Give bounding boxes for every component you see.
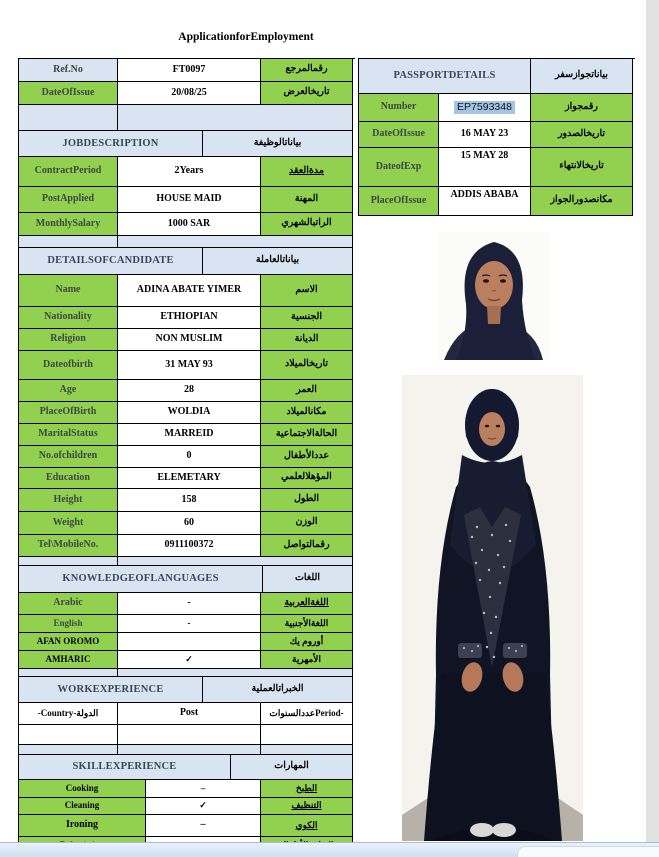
skill-experience-header: SKILLEXPERIENCE — [19, 755, 231, 780]
spacer-cell — [19, 236, 118, 248]
work-country-value[interactable] — [19, 725, 118, 745]
weight-value[interactable]: 60 — [118, 512, 261, 535]
candidate-details-header: DETAILSOFCANDIDATE — [19, 248, 203, 275]
table-row — [19, 489, 355, 512]
arabic-language-value[interactable]: - — [118, 593, 261, 615]
table-row — [19, 82, 355, 105]
passport-issue-date-label: DateOfIssue — [359, 122, 439, 148]
ironing-label: Ironing — [19, 815, 146, 837]
left-form-table — [18, 58, 355, 855]
contract-period-label-arabic: مدةالعقد — [261, 157, 353, 187]
height-label-arabic: الطول — [261, 489, 353, 512]
education-value[interactable]: ELEMETARY — [118, 468, 261, 489]
skill-experience-header-arabic: المهارات — [231, 755, 353, 780]
spacer-cell — [118, 557, 353, 566]
cooking-label: Cooking — [19, 780, 146, 798]
passport-expiry-label: DateofExp — [359, 148, 439, 187]
table-row — [19, 615, 355, 633]
window-background — [646, 0, 659, 857]
table-row — [19, 798, 355, 815]
marital-status-label-arabic: الحالةالاجتماعية — [261, 424, 353, 446]
passport-expiry-label-arabic: تاريخالانتهاء — [531, 148, 633, 187]
table-row — [19, 815, 355, 837]
ref-no-value[interactable]: FT0097 — [118, 59, 261, 82]
table-row — [19, 402, 355, 424]
table-row — [19, 535, 355, 557]
job-description-header: JOBDESCRIPTION — [19, 131, 203, 157]
table-row — [359, 187, 635, 216]
cleaning-label-arabic: التنظيف — [261, 798, 353, 815]
children-count-label-arabic: عددالأطفال — [261, 446, 353, 468]
passport-issue-date-value[interactable]: 16 MAY 23 — [439, 122, 531, 148]
scrollbar-thumb[interactable] — [517, 846, 659, 857]
name-label: Name — [19, 275, 118, 307]
table-row — [19, 307, 355, 329]
afan-oromo-label: AFAN OROMO — [19, 633, 118, 651]
amharic-value[interactable]: ✓ — [118, 651, 261, 669]
date-of-issue-label: DateOfIssue — [19, 82, 118, 105]
date-of-birth-label-arabic: تاريخالميلاد — [261, 351, 353, 380]
work-post-column-header: Post — [118, 703, 261, 725]
date-of-birth-label: Dateofbirth — [19, 351, 118, 380]
table-row — [19, 351, 355, 380]
spacer-row — [19, 557, 355, 566]
post-applied-label: PostApplied — [19, 187, 118, 213]
afan-oromo-value[interactable] — [118, 633, 261, 651]
table-row — [359, 94, 635, 122]
contract-period-label: ContractPeriod — [19, 157, 118, 187]
english-language-value[interactable]: - — [118, 615, 261, 633]
english-language-label: English — [19, 615, 118, 633]
table-row — [19, 468, 355, 489]
monthly-salary-label-arabic: الراتبالشهري — [261, 213, 353, 236]
spacer-row — [19, 105, 355, 131]
ref-no-label: Ref.No — [19, 59, 118, 82]
children-count-label: No.ofchildren — [19, 446, 118, 468]
table-row — [19, 593, 355, 615]
english-language-label-arabic: اللغةالأجنبية — [261, 615, 353, 633]
afan-oromo-label-arabic: أوروم يك — [261, 633, 353, 651]
table-row — [19, 59, 355, 82]
candidate-details-header-arabic: بياناتالعاملة — [203, 248, 353, 275]
candidate-full-body-photo — [402, 375, 583, 841]
passport-place-of-issue-value[interactable]: ADDIS ABABA — [439, 187, 531, 216]
religion-value[interactable]: NON MUSLIM — [118, 329, 261, 351]
table-row — [19, 213, 355, 236]
table-row — [19, 512, 355, 535]
horizontal-scrollbar[interactable] — [0, 842, 659, 857]
age-label-arabic: العمر — [261, 380, 353, 402]
nationality-label: Nationality — [19, 307, 118, 329]
height-label: Height — [19, 489, 118, 512]
languages-header-arabic: اللغات — [263, 566, 353, 593]
table-row — [19, 329, 355, 351]
table-row — [19, 157, 355, 187]
amharic-label: AMHARIC — [19, 651, 118, 669]
passport-expiry-value[interactable]: 15 MAY 28 — [439, 148, 531, 187]
table-row — [19, 446, 355, 468]
weight-label-arabic: الوزن — [261, 512, 353, 535]
place-of-birth-value[interactable]: WOLDIA — [118, 402, 261, 424]
amharic-label-arabic: الأمهرية — [261, 651, 353, 669]
table-row — [19, 424, 355, 446]
spacer-cell — [118, 236, 353, 248]
spacer-cell — [19, 557, 118, 566]
passport-details-header-arabic: بياناتجوازسفر — [531, 59, 633, 94]
mobile-number-label: Tel\MobileNo. — [19, 535, 118, 557]
candidate-face-photo — [438, 232, 549, 360]
work-period-column-header: عددالسنواتPeriod- — [261, 703, 353, 725]
date-of-birth-value[interactable]: 31 MAY 93 — [118, 351, 261, 380]
spacer-cell — [19, 669, 118, 677]
section-header-row — [19, 248, 355, 275]
mobile-number-value[interactable]: 0911100372 — [118, 535, 261, 557]
work-experience-columns-row — [19, 703, 355, 725]
monthly-salary-label: MonthlySalary — [19, 213, 118, 236]
section-header-row — [19, 566, 355, 593]
weight-label: Weight — [19, 512, 118, 535]
date-of-issue-value[interactable]: 20/08/25 — [118, 82, 261, 105]
spacer-row — [19, 669, 355, 677]
marital-status-label: MaritalStatus — [19, 424, 118, 446]
table-row — [19, 633, 355, 651]
religion-label-arabic: الديانة — [261, 329, 353, 351]
age-label: Age — [19, 380, 118, 402]
table-row — [19, 380, 355, 402]
table-row — [19, 651, 355, 669]
selected-text[interactable]: EP7593348 — [454, 101, 515, 114]
arabic-language-label-arabic: اللغةالعربية — [261, 593, 353, 615]
ref-no-label-arabic: رقمالمرجع — [261, 59, 353, 82]
cooking-label-arabic: الطبخ — [261, 780, 353, 798]
religion-label: Religion — [19, 329, 118, 351]
table-row — [19, 780, 355, 798]
name-label-arabic: الاسم — [261, 275, 353, 307]
passport-number-value[interactable] — [439, 94, 531, 122]
children-count-value[interactable]: 0 — [118, 446, 261, 468]
passport-number-label: Number — [359, 94, 439, 122]
table-row — [19, 187, 355, 213]
form-title: ApplicationforEmployment — [178, 31, 314, 43]
education-label: Education — [19, 468, 118, 489]
section-header-row — [19, 677, 355, 703]
work-country-column-header: الدولة-Country- — [19, 703, 118, 725]
table-row — [359, 122, 635, 148]
contract-period-value[interactable]: 2Years — [118, 157, 261, 187]
spacer-cell — [19, 745, 118, 755]
height-value[interactable]: 158 — [118, 489, 261, 512]
languages-header: KNOWLEDGEOFLANGUAGES — [19, 566, 263, 593]
ironing-label-arabic: الكوي — [261, 815, 353, 837]
passport-place-of-issue-label-arabic: مكانصدورالجواز — [531, 187, 633, 216]
post-applied-value[interactable]: HOUSE MAID — [118, 187, 261, 213]
cleaning-label: Cleaning — [19, 798, 146, 815]
age-value[interactable]: 28 — [118, 380, 261, 402]
mobile-number-label-arabic: رقمالتواصل — [261, 535, 353, 557]
table-row — [359, 148, 635, 187]
work-experience-header-arabic: الخبراتالعملية — [203, 677, 353, 703]
passport-number-label-arabic: رقمجواز — [531, 94, 633, 122]
post-applied-label-arabic: المهنة — [261, 187, 353, 213]
spacer-cell — [118, 745, 261, 755]
work-experience-header: WORKEXPERIENCE — [19, 677, 203, 703]
monthly-salary-value[interactable]: 1000 SAR — [118, 213, 261, 236]
spacer-cell — [118, 105, 353, 131]
nationality-value[interactable]: ETHIOPIAN — [118, 307, 261, 329]
ironing-value[interactable]: – — [146, 815, 261, 837]
date-of-issue-label-arabic: تاريخالعرض — [261, 82, 353, 105]
cleaning-value[interactable]: ✓ — [146, 798, 261, 815]
table-row — [19, 275, 355, 307]
place-of-birth-label: PlaceOfBirth — [19, 402, 118, 424]
name-value[interactable]: ADINA ABATE YIMER — [118, 275, 261, 307]
job-description-header-arabic: بياناتالوظيفة — [203, 131, 353, 157]
work-period-value[interactable] — [261, 725, 353, 745]
passport-details-table — [358, 58, 635, 216]
marital-status-value[interactable]: MARREID — [118, 424, 261, 446]
nationality-label-arabic: الجنسية — [261, 307, 353, 329]
education-label-arabic: المؤهلالعلمي — [261, 468, 353, 489]
passport-issue-date-label-arabic: تاريخالصدور — [531, 122, 633, 148]
section-header-row — [19, 755, 355, 780]
spacer-cell — [118, 669, 353, 677]
work-post-value[interactable] — [118, 725, 261, 745]
work-experience-empty-row — [19, 725, 355, 745]
section-header-row — [359, 59, 635, 94]
cooking-value[interactable]: – — [146, 780, 261, 798]
passport-place-of-issue-label: PlaceOfIssue — [359, 187, 439, 216]
spacer-cell — [19, 105, 118, 131]
spacer-row — [19, 236, 355, 248]
section-header-row — [19, 131, 355, 157]
arabic-language-label: Arabic — [19, 593, 118, 615]
spacer-row — [19, 745, 355, 755]
place-of-birth-label-arabic: مكانالميلاد — [261, 402, 353, 424]
spacer-cell — [261, 745, 353, 755]
passport-details-header: PASSPORTDETAILS — [359, 59, 531, 94]
